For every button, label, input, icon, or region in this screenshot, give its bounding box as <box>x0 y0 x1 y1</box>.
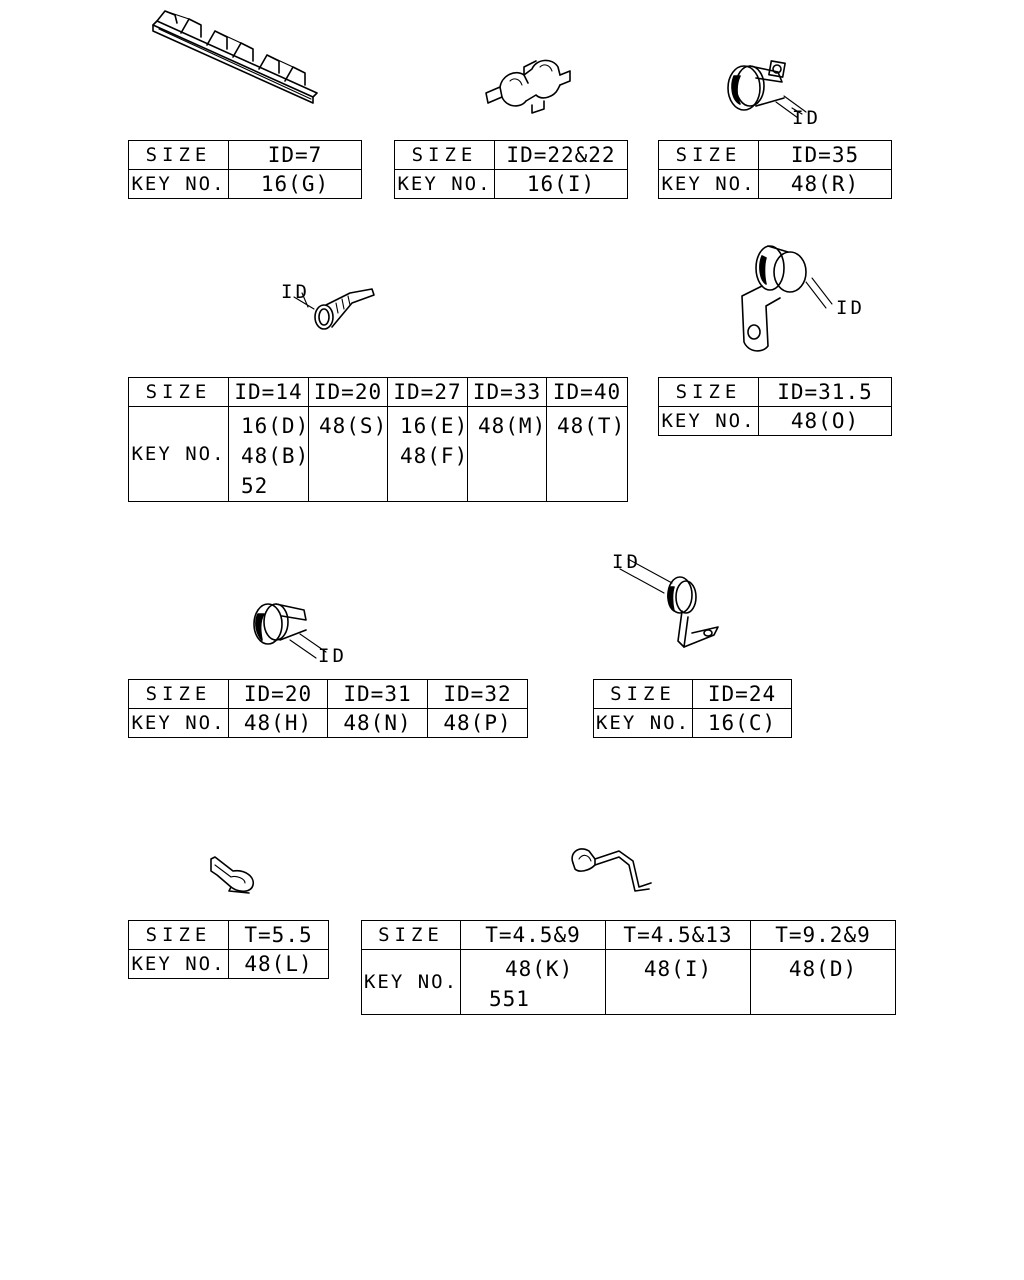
key-no-cell <box>309 407 388 502</box>
size-value: ID=27 <box>388 378 468 407</box>
dimension-label-id: ID <box>281 281 310 303</box>
size-value: ID=31.5 <box>759 378 892 407</box>
spec-table-clamp-bolt <box>658 140 892 199</box>
size-value: ID=35 <box>759 141 892 170</box>
key-no-value: 48(B) <box>241 444 310 468</box>
key-no-header: KEY NO. <box>129 170 229 199</box>
size-value: ID=20 <box>309 378 388 407</box>
size-header: SIZE <box>129 680 229 709</box>
key-no-cell <box>468 407 547 502</box>
key-no-header: KEY NO. <box>362 950 461 1015</box>
key-no-value: 48(T) <box>557 414 626 438</box>
dimension-label-id: ID <box>792 107 821 129</box>
key-no-value: 48(P) <box>428 709 528 738</box>
key-no-header: KEY NO. <box>659 407 759 436</box>
key-no-value: 551 <box>489 987 530 1011</box>
spec-table-bracket-clamp <box>658 377 892 436</box>
key-no-value: 16(C) <box>693 709 792 738</box>
key-no-cell <box>461 950 606 1015</box>
key-no-value: 48(O) <box>759 407 892 436</box>
size-header: SIZE <box>659 141 759 170</box>
s-shaped-flat-clip-drawing <box>565 843 655 898</box>
key-no-value: 48(R) <box>759 170 892 199</box>
size-value: T=4.5&13 <box>606 921 751 950</box>
key-no-header: KEY NO. <box>395 170 495 199</box>
dimension-label-id: ID <box>612 551 641 573</box>
size-value: ID=14 <box>229 378 309 407</box>
key-no-value: 16(E) <box>400 414 469 438</box>
size-header: SIZE <box>362 921 461 950</box>
key-no-value: 48(D) <box>788 957 858 981</box>
key-no-value: 48(L) <box>229 950 329 979</box>
size-value: ID=31 <box>328 680 428 709</box>
multi-clip-strip-drawing <box>145 5 325 105</box>
key-no-header: KEY NO. <box>594 709 693 738</box>
key-no-value: 16(D) <box>241 414 310 438</box>
dimension-label-id: ID <box>318 645 347 667</box>
size-header: SIZE <box>129 921 229 950</box>
small-flat-clip-drawing <box>205 855 260 897</box>
key-no-cell <box>751 950 896 1015</box>
key-no-cell <box>229 407 309 502</box>
bracket-clamp-drawing <box>728 242 838 362</box>
key-no-value: 48(H) <box>229 709 328 738</box>
key-no-value: 48(N) <box>328 709 428 738</box>
key-no-header: KEY NO. <box>659 170 759 199</box>
key-no-cell <box>547 407 628 502</box>
size-value: ID=22&22 <box>495 141 628 170</box>
size-value: ID=40 <box>547 378 628 407</box>
spec-table-p-clamp <box>128 679 528 738</box>
size-value: ID=24 <box>693 680 792 709</box>
key-no-header: KEY NO. <box>129 950 229 979</box>
size-value: ID=32 <box>428 680 528 709</box>
size-value: ID=20 <box>229 680 328 709</box>
key-no-header: KEY NO. <box>129 709 229 738</box>
size-value: ID=33 <box>468 378 547 407</box>
double-clip-drawing <box>480 45 575 120</box>
size-value: T=4.5&9 <box>461 921 606 950</box>
spec-table-long-bracket-clamp <box>593 679 792 738</box>
size-header: SIZE <box>659 378 759 407</box>
spec-table-double-clip <box>394 140 628 199</box>
size-header: SIZE <box>129 141 229 170</box>
spec-table-small-flat-clip <box>128 920 329 979</box>
key-no-value: 48(K) <box>505 957 574 981</box>
key-no-value: 48(M) <box>478 414 547 438</box>
size-header: SIZE <box>395 141 495 170</box>
spec-table-clip-strip <box>128 140 362 199</box>
size-value: T=5.5 <box>229 921 329 950</box>
key-no-value: 16(G) <box>229 170 362 199</box>
size-value: ID=7 <box>229 141 362 170</box>
size-header: SIZE <box>129 378 229 407</box>
key-no-cell <box>606 950 751 1015</box>
key-no-header: KEY NO. <box>129 407 229 502</box>
key-no-value: 48(F) <box>400 444 469 468</box>
dimension-label-id: ID <box>836 297 865 319</box>
size-value: T=9.2&9 <box>751 921 896 950</box>
key-no-value: 52 <box>241 474 269 498</box>
key-no-value: 48(S) <box>319 414 388 438</box>
size-header: SIZE <box>594 680 693 709</box>
key-no-value: 48(I) <box>643 957 713 981</box>
spec-table-s-shaped-clip <box>361 920 896 1015</box>
key-no-value: 16(I) <box>495 170 628 199</box>
spec-table-sleeve <box>128 377 628 502</box>
key-no-cell <box>388 407 468 502</box>
